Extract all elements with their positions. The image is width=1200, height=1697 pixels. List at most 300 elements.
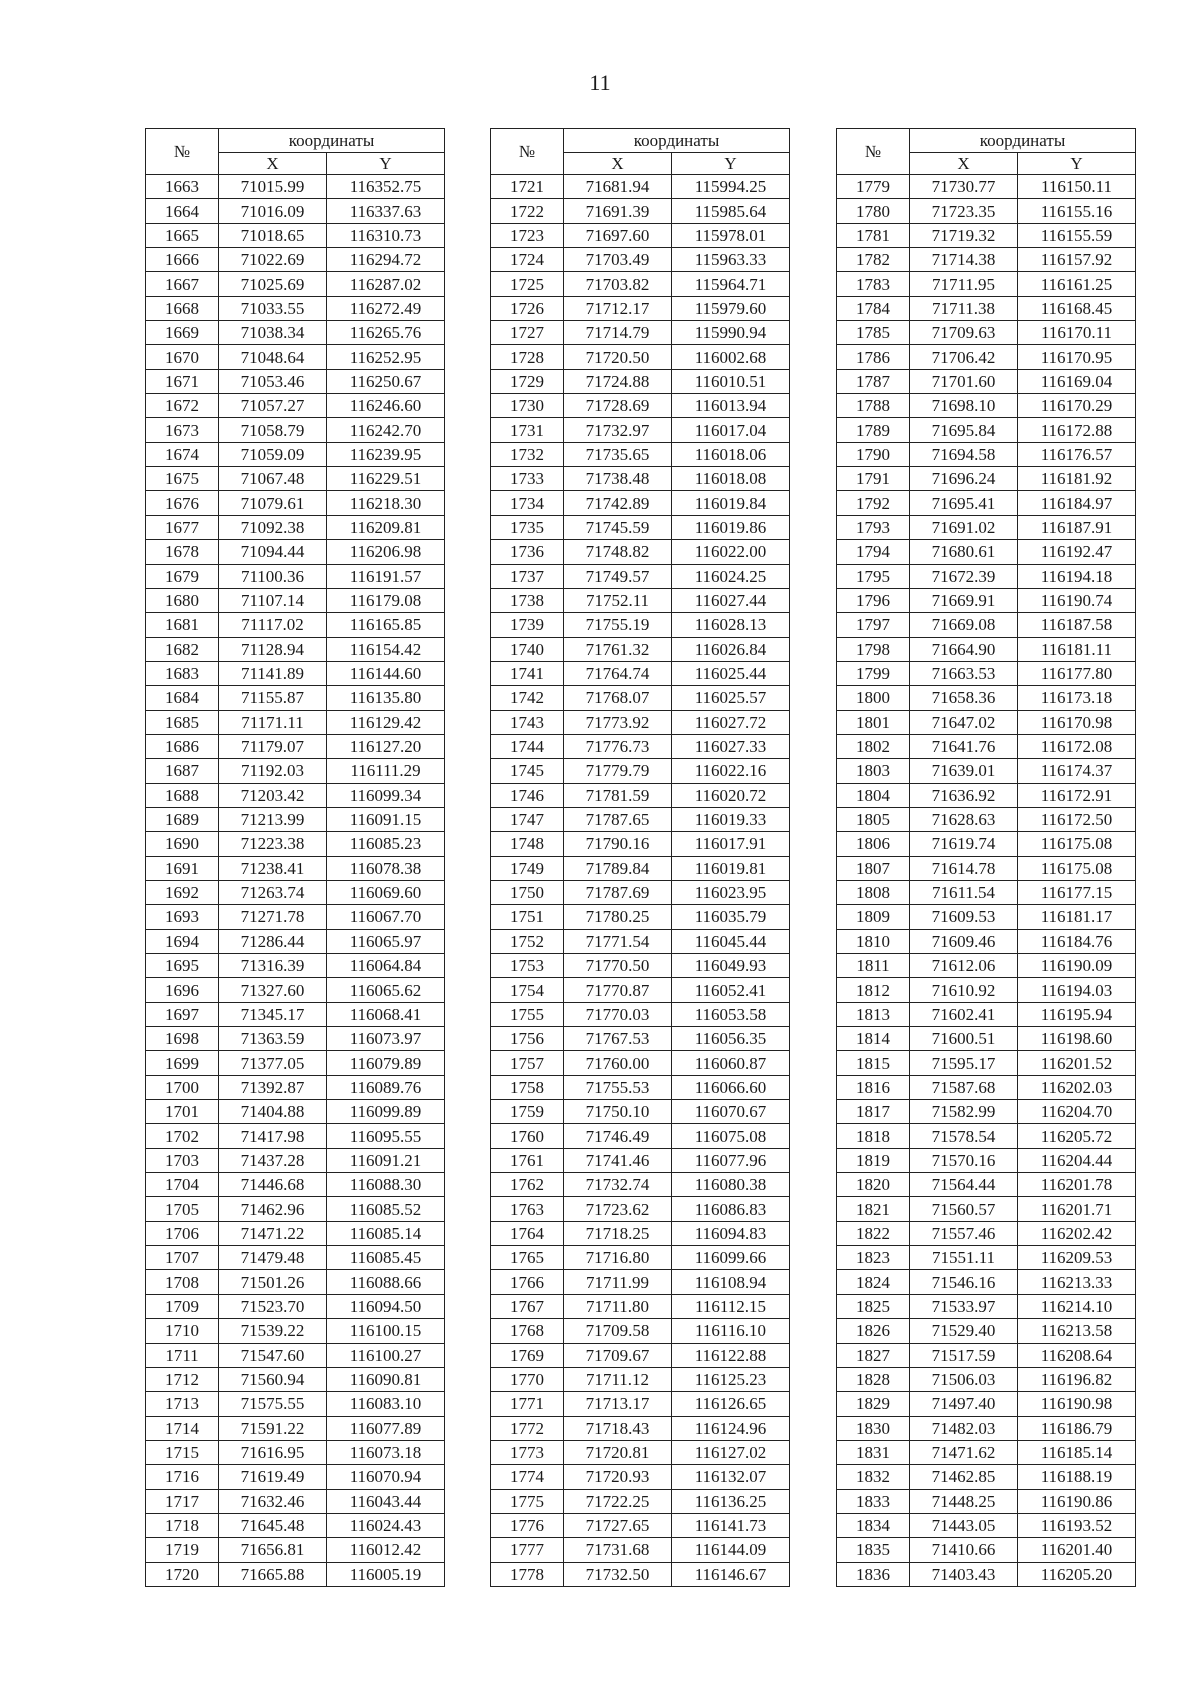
coord-x: 71665.88 — [219, 1562, 327, 1586]
table-row — [146, 1538, 445, 1562]
table-row — [837, 1319, 1136, 1343]
coord-y: 116252.95 — [327, 345, 445, 369]
coord-x: 71641.76 — [910, 734, 1018, 758]
point-number: 1804 — [837, 783, 910, 807]
table-row — [491, 418, 790, 442]
coord-y: 116250.67 — [327, 369, 445, 393]
table-row — [491, 1027, 790, 1051]
coord-y: 116088.66 — [327, 1270, 445, 1294]
coord-x: 71709.63 — [910, 321, 1018, 345]
coord-x: 71271.78 — [219, 905, 327, 929]
table-row — [146, 832, 445, 856]
table-row — [837, 175, 1136, 199]
coord-x: 71770.03 — [564, 1002, 672, 1026]
table-row — [491, 856, 790, 880]
coord-y: 115985.64 — [672, 199, 790, 223]
point-number: 1790 — [837, 442, 910, 466]
coord-x: 71079.61 — [219, 491, 327, 515]
table-row — [837, 1294, 1136, 1318]
point-number: 1758 — [491, 1075, 564, 1099]
coord-y: 116195.94 — [1018, 1002, 1136, 1026]
coord-y: 116188.19 — [1018, 1465, 1136, 1489]
table-row — [491, 248, 790, 272]
table-row — [837, 1440, 1136, 1464]
header-y: Y — [672, 153, 790, 175]
header-coordinates: координаты — [910, 129, 1136, 153]
table-row — [837, 1270, 1136, 1294]
coord-x: 71171.11 — [219, 710, 327, 734]
coord-x: 71192.03 — [219, 759, 327, 783]
table-row — [837, 929, 1136, 953]
coord-x: 71570.16 — [910, 1148, 1018, 1172]
coord-x: 71718.43 — [564, 1416, 672, 1440]
point-number: 1668 — [146, 296, 219, 320]
table-row — [146, 734, 445, 758]
coord-y: 115994.25 — [672, 175, 790, 199]
point-number: 1672 — [146, 394, 219, 418]
point-number: 1719 — [146, 1538, 219, 1562]
point-number: 1748 — [491, 832, 564, 856]
point-number: 1820 — [837, 1173, 910, 1197]
table-row — [146, 710, 445, 734]
table-row — [146, 1173, 445, 1197]
coord-x: 71771.54 — [564, 929, 672, 953]
table-row — [837, 223, 1136, 247]
coord-y: 116018.06 — [672, 442, 790, 466]
point-number: 1731 — [491, 418, 564, 442]
table-row — [491, 1319, 790, 1343]
point-number: 1791 — [837, 467, 910, 491]
coord-x: 71730.77 — [910, 175, 1018, 199]
coord-x: 71482.03 — [910, 1416, 1018, 1440]
point-number: 1762 — [491, 1173, 564, 1197]
coord-x: 71462.96 — [219, 1197, 327, 1221]
coord-y: 116043.44 — [327, 1489, 445, 1513]
coord-x: 71529.40 — [910, 1319, 1018, 1343]
table-row — [491, 1416, 790, 1440]
point-number: 1832 — [837, 1465, 910, 1489]
point-number: 1798 — [837, 637, 910, 661]
coord-y: 116168.45 — [1018, 296, 1136, 320]
table-row — [837, 199, 1136, 223]
coord-x: 71611.54 — [910, 880, 1018, 904]
point-number: 1788 — [837, 394, 910, 418]
coord-y: 116111.29 — [327, 759, 445, 783]
coord-x: 71575.55 — [219, 1392, 327, 1416]
point-number: 1683 — [146, 661, 219, 685]
coord-x: 71691.02 — [910, 515, 1018, 539]
coord-y: 116192.47 — [1018, 540, 1136, 564]
coord-y: 116294.72 — [327, 248, 445, 272]
table-row — [491, 491, 790, 515]
table-row — [491, 1002, 790, 1026]
coord-y: 116067.70 — [327, 905, 445, 929]
point-number: 1760 — [491, 1124, 564, 1148]
coord-y: 116205.20 — [1018, 1562, 1136, 1586]
coord-y: 116085.45 — [327, 1246, 445, 1270]
table-row — [837, 1367, 1136, 1391]
point-number: 1780 — [837, 199, 910, 223]
point-number: 1676 — [146, 491, 219, 515]
table-row — [146, 880, 445, 904]
point-number: 1665 — [146, 223, 219, 247]
coord-x: 71600.51 — [910, 1027, 1018, 1051]
point-number: 1806 — [837, 832, 910, 856]
point-number: 1827 — [837, 1343, 910, 1367]
point-number: 1664 — [146, 199, 219, 223]
table-row — [491, 759, 790, 783]
coord-y: 116206.98 — [327, 540, 445, 564]
point-number: 1702 — [146, 1124, 219, 1148]
table-row — [491, 442, 790, 466]
point-number: 1833 — [837, 1489, 910, 1513]
coord-y: 116170.29 — [1018, 394, 1136, 418]
point-number: 1715 — [146, 1440, 219, 1464]
coord-y: 116012.42 — [327, 1538, 445, 1562]
coord-x: 71719.32 — [910, 223, 1018, 247]
point-number: 1684 — [146, 686, 219, 710]
coord-y: 116079.89 — [327, 1051, 445, 1075]
coord-x: 71735.65 — [564, 442, 672, 466]
coord-y: 116023.95 — [672, 880, 790, 904]
table-row — [491, 394, 790, 418]
coord-y: 116019.81 — [672, 856, 790, 880]
point-number: 1794 — [837, 540, 910, 564]
table-row — [491, 1270, 790, 1294]
coord-y: 116100.15 — [327, 1319, 445, 1343]
point-number: 1706 — [146, 1221, 219, 1245]
table-row — [837, 1513, 1136, 1537]
point-number: 1743 — [491, 710, 564, 734]
coord-y: 116193.52 — [1018, 1513, 1136, 1537]
coord-x: 71614.78 — [910, 856, 1018, 880]
header-x: X — [219, 153, 327, 175]
point-number: 1694 — [146, 929, 219, 953]
point-number: 1723 — [491, 223, 564, 247]
table-row — [146, 905, 445, 929]
table-row — [491, 175, 790, 199]
point-number: 1800 — [837, 686, 910, 710]
coord-x: 71523.70 — [219, 1294, 327, 1318]
coord-y: 116064.84 — [327, 954, 445, 978]
coord-y: 116172.88 — [1018, 418, 1136, 442]
coord-x: 71720.81 — [564, 1440, 672, 1464]
coord-x: 71591.22 — [219, 1416, 327, 1440]
point-number: 1739 — [491, 613, 564, 637]
coord-y: 115978.01 — [672, 223, 790, 247]
table-body — [837, 175, 1136, 1587]
coord-x: 71713.17 — [564, 1392, 672, 1416]
point-number: 1810 — [837, 929, 910, 953]
table-row — [837, 1197, 1136, 1221]
coord-y: 116157.92 — [1018, 248, 1136, 272]
point-number: 1714 — [146, 1416, 219, 1440]
table-row — [146, 491, 445, 515]
coord-y: 115990.94 — [672, 321, 790, 345]
point-number: 1698 — [146, 1027, 219, 1051]
point-number: 1799 — [837, 661, 910, 685]
point-number: 1697 — [146, 1002, 219, 1026]
coord-y: 116187.58 — [1018, 613, 1136, 637]
table-row — [491, 199, 790, 223]
table-row — [837, 1489, 1136, 1513]
table-row — [491, 807, 790, 831]
coord-x: 71582.99 — [910, 1100, 1018, 1124]
point-number: 1680 — [146, 588, 219, 612]
coord-x: 71709.58 — [564, 1319, 672, 1343]
point-number: 1821 — [837, 1197, 910, 1221]
coord-y: 116019.33 — [672, 807, 790, 831]
coord-y: 116181.92 — [1018, 467, 1136, 491]
point-number: 1720 — [146, 1562, 219, 1586]
table-row — [491, 613, 790, 637]
coord-x: 71698.10 — [910, 394, 1018, 418]
point-number: 1687 — [146, 759, 219, 783]
point-number: 1728 — [491, 345, 564, 369]
coord-x: 71015.99 — [219, 175, 327, 199]
coord-x: 71345.17 — [219, 1002, 327, 1026]
table-row — [837, 1562, 1136, 1586]
coord-y: 116073.18 — [327, 1440, 445, 1464]
header-y: Y — [327, 153, 445, 175]
coord-y: 116204.70 — [1018, 1100, 1136, 1124]
coord-x: 71711.99 — [564, 1270, 672, 1294]
coord-y: 116089.76 — [327, 1075, 445, 1099]
coord-y: 116077.89 — [327, 1416, 445, 1440]
point-number: 1722 — [491, 199, 564, 223]
table-row — [146, 759, 445, 783]
coord-x: 71377.05 — [219, 1051, 327, 1075]
table-row — [146, 248, 445, 272]
point-number: 1765 — [491, 1246, 564, 1270]
point-number: 1812 — [837, 978, 910, 1002]
coord-y: 116124.96 — [672, 1416, 790, 1440]
coord-x: 71471.62 — [910, 1440, 1018, 1464]
coord-y: 116122.88 — [672, 1343, 790, 1367]
header-coordinates: координаты — [219, 129, 445, 153]
table-row — [491, 1343, 790, 1367]
coord-x: 71557.46 — [910, 1221, 1018, 1245]
table-row — [837, 442, 1136, 466]
point-number: 1701 — [146, 1100, 219, 1124]
table-row — [491, 978, 790, 1002]
coord-y: 116075.08 — [672, 1124, 790, 1148]
header-x: X — [564, 153, 672, 175]
point-number: 1818 — [837, 1124, 910, 1148]
table-row — [491, 832, 790, 856]
point-number: 1721 — [491, 175, 564, 199]
coord-y: 116172.91 — [1018, 783, 1136, 807]
point-number: 1745 — [491, 759, 564, 783]
coord-y: 116201.40 — [1018, 1538, 1136, 1562]
coord-y: 116026.84 — [672, 637, 790, 661]
table-row — [837, 467, 1136, 491]
table-row — [491, 637, 790, 661]
coord-x: 71768.07 — [564, 686, 672, 710]
coord-x: 71770.50 — [564, 954, 672, 978]
coord-y: 116175.08 — [1018, 832, 1136, 856]
coord-y: 116125.23 — [672, 1367, 790, 1391]
point-number: 1703 — [146, 1148, 219, 1172]
point-number: 1711 — [146, 1343, 219, 1367]
coord-y: 116056.35 — [672, 1027, 790, 1051]
point-number: 1690 — [146, 832, 219, 856]
table-row — [146, 1124, 445, 1148]
table-body — [146, 175, 445, 1587]
point-number: 1667 — [146, 272, 219, 296]
coord-x: 71155.87 — [219, 686, 327, 710]
point-number: 1741 — [491, 661, 564, 685]
table-row — [491, 1246, 790, 1270]
coord-x: 71546.16 — [910, 1270, 1018, 1294]
table-row — [837, 807, 1136, 831]
coord-y: 116181.11 — [1018, 637, 1136, 661]
coord-y: 116020.72 — [672, 783, 790, 807]
coord-x: 71107.14 — [219, 588, 327, 612]
table-row — [837, 1538, 1136, 1562]
table-row — [837, 296, 1136, 320]
coord-x: 71560.57 — [910, 1197, 1018, 1221]
coord-x: 71410.66 — [910, 1538, 1018, 1562]
point-number: 1805 — [837, 807, 910, 831]
point-number: 1835 — [837, 1538, 910, 1562]
table-row — [146, 296, 445, 320]
point-number: 1751 — [491, 905, 564, 929]
point-number: 1729 — [491, 369, 564, 393]
coord-y: 116154.42 — [327, 637, 445, 661]
coord-y: 116060.87 — [672, 1051, 790, 1075]
coordinates-table-3 — [836, 128, 1136, 1587]
coord-y: 116019.84 — [672, 491, 790, 515]
coord-x: 71316.39 — [219, 954, 327, 978]
table-row — [837, 1002, 1136, 1026]
point-number: 1686 — [146, 734, 219, 758]
table-row — [837, 515, 1136, 539]
coord-y: 116116.10 — [672, 1319, 790, 1343]
coord-y: 116185.14 — [1018, 1440, 1136, 1464]
point-number: 1807 — [837, 856, 910, 880]
table-row — [491, 1392, 790, 1416]
table-row — [146, 661, 445, 685]
point-number: 1716 — [146, 1465, 219, 1489]
table-row — [491, 540, 790, 564]
coord-x: 71669.91 — [910, 588, 1018, 612]
coord-y: 116201.71 — [1018, 1197, 1136, 1221]
coord-x: 71760.00 — [564, 1051, 672, 1075]
coord-x: 71238.41 — [219, 856, 327, 880]
coord-y: 116099.66 — [672, 1246, 790, 1270]
point-number: 1811 — [837, 954, 910, 978]
coord-x: 71363.59 — [219, 1027, 327, 1051]
table-row — [491, 467, 790, 491]
coord-x: 71752.11 — [564, 588, 672, 612]
coord-y: 116022.00 — [672, 540, 790, 564]
coord-x: 71223.38 — [219, 832, 327, 856]
point-number: 1778 — [491, 1562, 564, 1586]
table-row — [837, 905, 1136, 929]
coord-x: 71658.36 — [910, 686, 1018, 710]
table-row — [146, 613, 445, 637]
coord-x: 71714.38 — [910, 248, 1018, 272]
coord-y: 116013.94 — [672, 394, 790, 418]
coord-y: 116201.78 — [1018, 1173, 1136, 1197]
coord-x: 71057.27 — [219, 394, 327, 418]
coord-y: 116194.03 — [1018, 978, 1136, 1002]
table-row — [146, 1440, 445, 1464]
point-number: 1777 — [491, 1538, 564, 1562]
table-row — [837, 491, 1136, 515]
coord-x: 71703.82 — [564, 272, 672, 296]
coord-x: 71680.61 — [910, 540, 1018, 564]
table-row — [837, 954, 1136, 978]
table-row — [146, 1513, 445, 1537]
table-row — [491, 880, 790, 904]
coord-y: 116094.50 — [327, 1294, 445, 1318]
coord-y: 116242.70 — [327, 418, 445, 442]
table-row — [491, 1562, 790, 1586]
table-row — [837, 1027, 1136, 1051]
point-number: 1736 — [491, 540, 564, 564]
coord-y: 116352.75 — [327, 175, 445, 199]
point-number: 1746 — [491, 783, 564, 807]
table-row — [837, 856, 1136, 880]
coord-x: 71711.12 — [564, 1367, 672, 1391]
coord-x: 71787.69 — [564, 880, 672, 904]
coord-x: 71755.19 — [564, 613, 672, 637]
point-number: 1679 — [146, 564, 219, 588]
point-number: 1828 — [837, 1367, 910, 1391]
table-row — [146, 175, 445, 199]
table-row — [146, 637, 445, 661]
table-row — [837, 418, 1136, 442]
coord-x: 71059.09 — [219, 442, 327, 466]
coord-y: 116173.18 — [1018, 686, 1136, 710]
point-number: 1708 — [146, 1270, 219, 1294]
point-number: 1707 — [146, 1246, 219, 1270]
coord-y: 116094.83 — [672, 1221, 790, 1245]
point-number: 1692 — [146, 880, 219, 904]
table-row — [491, 272, 790, 296]
point-number: 1747 — [491, 807, 564, 831]
coord-y: 116005.19 — [327, 1562, 445, 1586]
coord-x: 71742.89 — [564, 491, 672, 515]
point-number: 1695 — [146, 954, 219, 978]
table-row — [837, 686, 1136, 710]
point-number: 1776 — [491, 1513, 564, 1537]
point-number: 1789 — [837, 418, 910, 442]
coord-x: 71141.89 — [219, 661, 327, 685]
point-number: 1726 — [491, 296, 564, 320]
coord-x: 71716.80 — [564, 1246, 672, 1270]
table-row — [146, 1465, 445, 1489]
coord-y: 116091.21 — [327, 1148, 445, 1172]
coord-x: 71720.93 — [564, 1465, 672, 1489]
coord-x: 71446.68 — [219, 1173, 327, 1197]
coord-y: 116052.41 — [672, 978, 790, 1002]
point-number: 1689 — [146, 807, 219, 831]
coord-x: 71018.65 — [219, 223, 327, 247]
table-row — [146, 1051, 445, 1075]
coord-x: 71711.80 — [564, 1294, 672, 1318]
coord-x: 71694.58 — [910, 442, 1018, 466]
coord-y: 115964.71 — [672, 272, 790, 296]
point-number: 1759 — [491, 1100, 564, 1124]
header-number: № — [146, 129, 219, 175]
coord-y: 116073.97 — [327, 1027, 445, 1051]
table-row — [837, 1416, 1136, 1440]
coord-x: 71117.02 — [219, 613, 327, 637]
coord-y: 116213.58 — [1018, 1319, 1136, 1343]
